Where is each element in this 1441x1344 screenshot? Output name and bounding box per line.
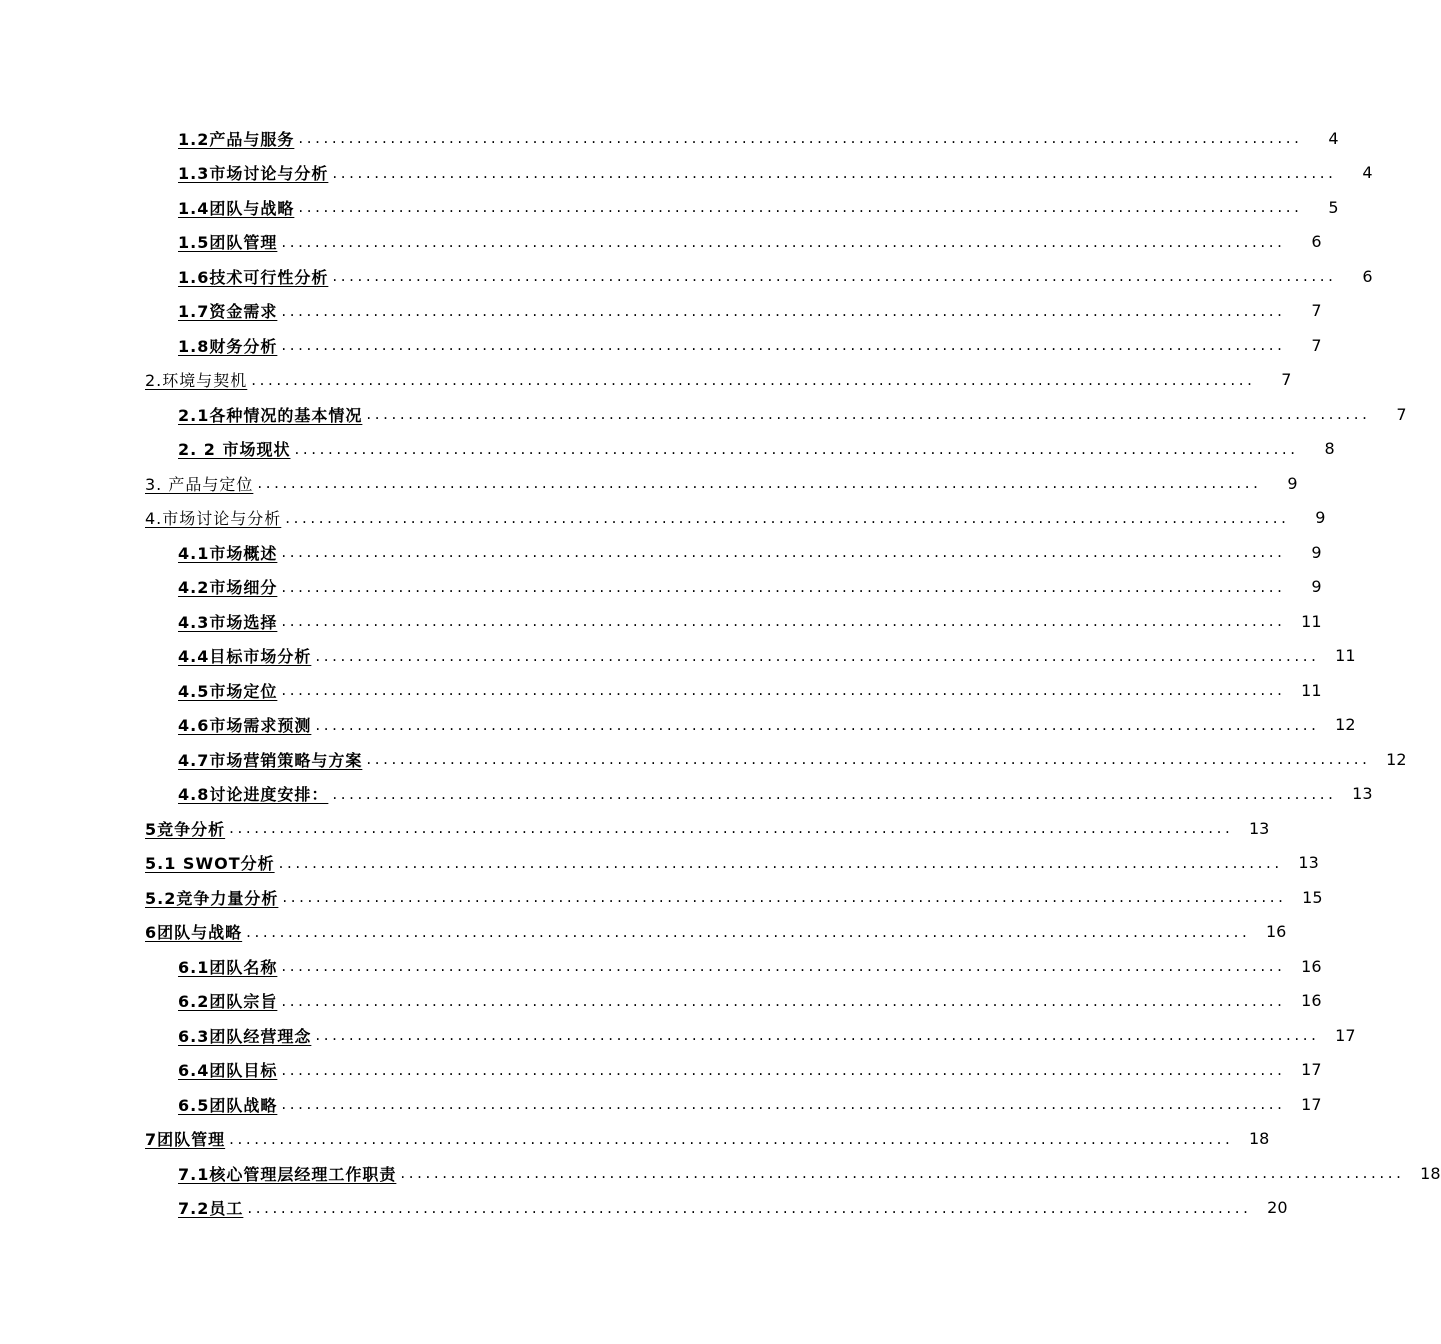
toc-page-number: 18 [1248,1129,1270,1149]
toc-page-number: 11 [1335,646,1356,666]
toc-page-number: 4 [1362,163,1373,183]
toc-page-number: 7 [1281,370,1292,390]
toc-entry[interactable] [0,225,1322,260]
toc-page-number: 9 [1311,577,1322,597]
toc-entry-title[interactable]: 4.4目标市场分析 [178,647,312,667]
toc-entry-title[interactable]: 1.5团队管理 [178,233,278,253]
toc-entry[interactable] [0,1087,1322,1122]
toc-page-number: 11 [1301,680,1322,700]
toc-dot-leader: ........................................................................................................................ [366,405,1371,424]
toc-entry-title[interactable]: 5竞争分析 [145,819,226,839]
toc-entry[interactable] [0,432,1335,467]
toc-page-number: 8 [1324,439,1335,459]
toc-entry[interactable] [0,363,1292,398]
toc-entry[interactable] [0,1156,1441,1191]
toc-dot-leader: ........................................................................................................................ [257,474,1262,493]
toc-entry[interactable] [0,604,1322,639]
toc-entry-title[interactable]: 2.环境与契机 [145,371,248,391]
toc-entry[interactable] [0,1018,1356,1053]
toc-entry-title[interactable]: 1.8财务分析 [178,336,278,356]
table-of-contents [0,121,1441,1225]
toc-page-number: 16 [1301,991,1322,1011]
toc-page-number: 4 [1328,128,1339,148]
toc-page-number: 16 [1265,922,1287,942]
toc-page-number: 6 [1311,232,1322,252]
toc-entry[interactable] [0,984,1322,1019]
toc-entry[interactable] [0,708,1356,743]
toc-entry-title[interactable]: 1.7资金需求 [178,302,278,322]
toc-dot-leader: ........................................................................................................................ [281,1060,1286,1079]
toc-entry[interactable] [0,121,1339,156]
toc-page-number: 17 [1301,1060,1322,1080]
toc-entry[interactable] [0,190,1339,225]
toc-entry-title[interactable]: 4.市场讨论与分析 [145,509,282,529]
toc-entry[interactable] [0,639,1356,674]
toc-page-number: 17 [1301,1094,1322,1114]
toc-dot-leader: ........................................................................................................................ [294,439,1299,458]
toc-dot-leader: ........................................................................................................................ [229,1129,1234,1148]
toc-dot-leader: ........................................................................................................................ [251,370,1256,389]
toc-entry-title[interactable]: 4.5市场定位 [178,681,278,701]
toc-dot-leader: ........................................................................................................................ [247,1198,1252,1217]
toc-page-number: 13 [1352,784,1373,804]
toc-entry-title[interactable]: 2.1各种情况的基本情况 [178,405,363,425]
toc-page-number: 6 [1362,266,1373,286]
toc-dot-leader: ........................................................................................................................ [281,232,1286,251]
toc-entry[interactable] [0,846,1319,881]
toc-entry-title[interactable]: 6.4团队目标 [178,1061,278,1081]
toc-entry-title[interactable]: 4.8讨论进度安排： [178,785,329,805]
toc-entry[interactable] [0,1191,1288,1226]
toc-page-number: 12 [1335,715,1356,735]
toc-page-number: 9 [1311,542,1322,562]
toc-entry[interactable] [0,466,1298,501]
toc-page-number: 18 [1420,1163,1441,1183]
toc-dot-leader: ........................................................................................................................ [278,853,1283,872]
toc-entry[interactable] [0,156,1373,191]
toc-dot-leader: ........................................................................................................................ [281,336,1286,355]
toc-dot-leader: ........................................................................................................................ [332,267,1337,286]
toc-page-number: 12 [1386,749,1407,769]
toc-entry[interactable] [0,949,1322,984]
toc-entry-title[interactable]: 4.6市场需求预测 [178,716,312,736]
toc-page-number: 17 [1335,1025,1356,1045]
toc-entry-title[interactable]: 4.2市场细分 [178,578,278,598]
toc-entry[interactable] [0,1122,1270,1157]
toc-entry-title[interactable]: 1.6技术可行性分析 [178,267,329,287]
toc-entry-title[interactable]: 6.1团队名称 [178,957,278,977]
toc-entry[interactable] [0,501,1326,536]
toc-entry[interactable] [0,777,1373,812]
toc-entry[interactable] [0,259,1373,294]
toc-entry-title[interactable]: 2. 2 市场现状 [178,440,291,460]
toc-page-number: 9 [1287,473,1298,493]
toc-dot-leader: ........................................................................................................................ [246,922,1251,941]
toc-page-number: 11 [1301,611,1322,631]
toc-dot-leader: ........................................................................................................................ [298,198,1303,217]
toc-dot-leader: ........................................................................................................................ [229,819,1234,838]
toc-entry[interactable] [0,673,1322,708]
toc-entry-title[interactable]: 3. 产品与定位 [145,474,254,494]
toc-dot-leader: ........................................................................................................................ [332,784,1337,803]
toc-entry-title[interactable]: 4.7市场营销策略与方案 [178,750,363,770]
toc-page-number: 13 [1248,818,1270,838]
toc-dot-leader: ........................................................................................................................ [285,508,1290,527]
toc-page-number: 7 [1311,301,1322,321]
toc-page-number: 9 [1315,508,1326,528]
toc-dot-leader: ........................................................................................................................ [281,577,1286,596]
toc-entry-title[interactable]: 1.2产品与服务 [178,129,295,149]
toc-entry[interactable] [0,294,1322,329]
toc-entry-title[interactable]: 7.2员工 [178,1199,244,1219]
toc-dot-leader: ........................................................................................................................ [332,163,1337,182]
toc-dot-leader: ........................................................................................................................ [281,612,1286,631]
toc-entry[interactable] [0,570,1322,605]
toc-entry-title[interactable]: 4.1市场概述 [178,543,278,563]
toc-dot-leader: ........................................................................................................................ [282,888,1287,907]
toc-dot-leader: ........................................................................................................................ [298,129,1303,148]
toc-entry-title[interactable]: 6.3团队经营理念 [178,1026,312,1046]
toc-dot-leader: ........................................................................................................................ [281,991,1286,1010]
toc-dot-leader: ........................................................................................................................ [366,750,1371,769]
toc-entry-title[interactable]: 4.3市场选择 [178,612,278,632]
toc-dot-leader: ........................................................................................................................ [281,543,1286,562]
toc-dot-leader: ........................................................................................................................ [400,1164,1405,1183]
toc-dot-leader: ........................................................................................................................ [315,715,1320,734]
toc-entry[interactable] [0,397,1407,432]
toc-dot-leader: ........................................................................................................................ [281,1095,1286,1114]
toc-entry[interactable] [0,328,1322,363]
toc-entry-title[interactable]: 6.2团队宗旨 [178,992,278,1012]
toc-entry[interactable] [0,880,1323,915]
toc-entry-title[interactable]: 5.1 SWOT分析 [145,854,275,874]
toc-entry[interactable] [0,535,1322,570]
toc-dot-leader: ........................................................................................................................ [281,681,1286,700]
toc-page-number: 7 [1396,404,1407,424]
toc-dot-leader: ........................................................................................................................ [281,301,1286,320]
toc-dot-leader: ........................................................................................................................ [315,1026,1320,1045]
toc-entry[interactable] [0,811,1270,846]
toc-page-number: 20 [1267,1198,1288,1218]
toc-entry-title[interactable]: 1.3市场讨论与分析 [178,164,329,184]
toc-entry-title[interactable]: 7.1核心管理层经理工作职责 [178,1164,397,1184]
toc-page-number: 15 [1302,887,1323,907]
toc-page-number: 13 [1298,853,1319,873]
toc-entry-title[interactable]: 6.5团队战略 [178,1095,278,1115]
toc-dot-leader: ........................................................................................................................ [281,957,1286,976]
toc-entry[interactable] [0,1053,1322,1088]
toc-page-number: 5 [1328,197,1339,217]
toc-entry-title[interactable]: 1.4团队与战略 [178,198,295,218]
toc-entry-title[interactable]: 5.2竞争力量分析 [145,888,279,908]
toc-entry[interactable] [0,742,1407,777]
toc-dot-leader: ........................................................................................................................ [315,646,1320,665]
toc-page-number: 7 [1311,335,1322,355]
toc-entry-title[interactable]: 6团队与战略 [145,923,243,943]
toc-entry-title[interactable]: 7团队管理 [145,1130,226,1150]
toc-entry[interactable] [0,915,1287,950]
toc-page-number: 16 [1301,956,1322,976]
